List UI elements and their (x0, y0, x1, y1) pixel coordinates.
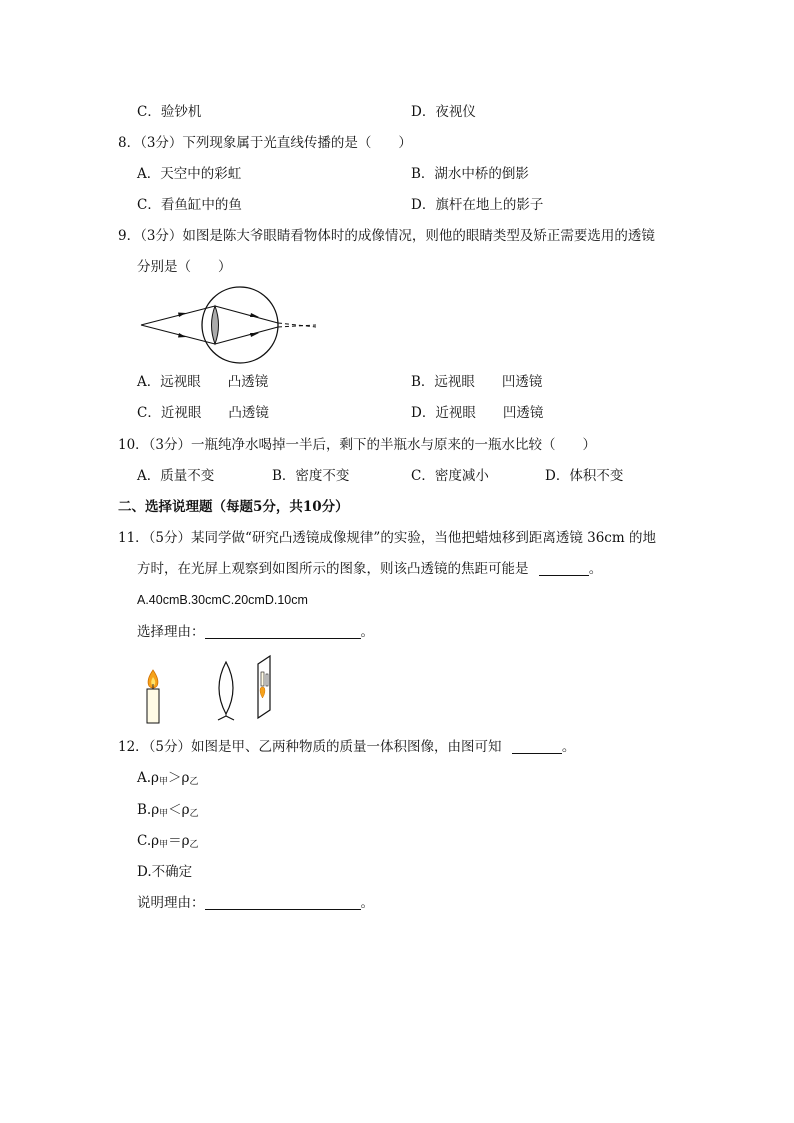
section2-heading: 二、选择说理题（每题5分，共10分） (118, 499, 349, 515)
q12-option-c (137, 832, 199, 854)
q11-reason-blank[interactable] (205, 624, 361, 639)
q10-stem: 10．（3分）一瓶纯净水喝掉一半后，剩下的半瓶水与原来的一瓶水比较（ ） (118, 437, 597, 453)
q9-stem-line2: 分别是（ ） (137, 259, 232, 275)
q11-answer-blank[interactable] (539, 561, 589, 576)
q8-stem: 8．（3分）下列现象属于光直线传播的是（ ） (118, 135, 412, 151)
q12-option-b-sub2: 乙 (189, 809, 199, 819)
q11-reason-end: 。 (360, 624, 374, 640)
q8-option-b: B．湖水中桥的倒影 (411, 166, 529, 182)
q12-option-c-sub1: 甲 (159, 840, 169, 850)
q12-option-b-mid: ＜ρ (168, 802, 190, 818)
q11-stem-line1: 11．（5分）某同学做“研究凸透镜成像规律”的实验，当他把蜡烛移到距离透镜 36cm 的地 (118, 530, 656, 546)
q12-option-a-sub1: 甲 (158, 777, 168, 787)
q8-option-c: C．看鱼缸中的鱼 (137, 197, 242, 213)
q12-stem-end: 。 (561, 739, 576, 755)
q12-reason-line (137, 894, 374, 912)
q10-option-b: B．密度不变 (272, 468, 350, 484)
q12-option-b (137, 801, 199, 823)
q11-stem-line2 (137, 560, 602, 578)
q9-option-a: A．远视眼 凸透镜 (137, 374, 269, 390)
q8-option-d: D．旗杆在地上的影子 (411, 197, 544, 213)
q12-answer-blank[interactable] (512, 739, 562, 754)
q11-stem-line2-text: 方时，在光屏上观察到如图所示的图象，则该凸透镜的焦距可能是 (137, 561, 529, 577)
q12-option-d: D.不确定 (137, 864, 193, 880)
q12-option-a-mid: ＞ρ (168, 770, 190, 786)
candle-lens-screen-figure (140, 650, 280, 726)
q10-option-a: A．质量不变 (137, 468, 215, 484)
q7-option-c: C．验钞机 (137, 104, 202, 120)
q12-stem: 12．（5分）如图是甲、乙两种物质的质量一体积图像，由图可知 (118, 739, 502, 755)
q12-option-a (137, 769, 198, 791)
q11-reason-line (137, 623, 374, 641)
q9-option-b: B．远视眼 凹透镜 (411, 374, 543, 390)
q12-option-a-sub2: 乙 (189, 777, 199, 787)
q12-option-c-sub2: 乙 (189, 840, 199, 850)
q7-option-d: D．夜视仪 (411, 104, 476, 120)
q8-option-a: A．天空中的彩虹 (137, 166, 242, 182)
q11-stem-line2-end: 。 (588, 561, 603, 577)
q12-option-a-prefix: A.ρ (137, 770, 159, 786)
eye-ray-diagram (138, 284, 323, 366)
q12-option-b-sub1: 甲 (159, 809, 169, 819)
q12-option-c-mid: ＝ρ (168, 833, 190, 849)
q12-reason-blank[interactable] (205, 895, 361, 910)
q12-option-c-prefix: C.ρ (137, 833, 160, 849)
q11-reason-label: 选择理由： (137, 624, 205, 640)
q10-option-d: D．体积不变 (545, 468, 624, 484)
q12-reason-end: 。 (360, 895, 374, 911)
q9-option-d: D．近视眼 凹透镜 (411, 405, 544, 421)
q11-options: A.40cmB.30cmC.20cmD.10cm (137, 593, 308, 607)
q12-stem-line (118, 738, 575, 756)
q9-stem-line1: 9．（3分）如图是陈大爷眼睛看物体时的成像情况，则他的眼睛类型及矫正需要选用的透镜 (118, 228, 655, 244)
q9-option-c: C．近视眼 凸透镜 (137, 405, 269, 421)
q12-reason-label: 说明理由： (137, 895, 205, 911)
q12-option-b-prefix: B.ρ (137, 802, 160, 818)
q10-option-c: C．密度减小 (411, 468, 489, 484)
